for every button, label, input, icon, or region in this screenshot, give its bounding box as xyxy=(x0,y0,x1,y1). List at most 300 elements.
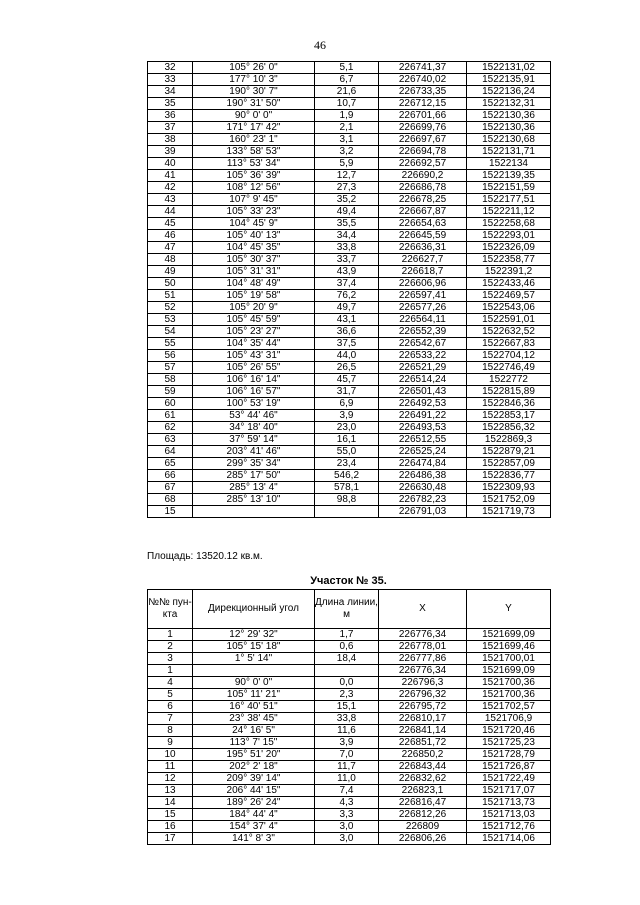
cell-direction-angle: 34° 18' 40" xyxy=(193,422,315,434)
cell-x: 226627,7 xyxy=(379,254,467,266)
table-row xyxy=(148,146,551,158)
cell-direction-angle: 106° 16' 57" xyxy=(193,386,315,398)
area-text: Площадь: 13520.12 кв.м. xyxy=(147,551,263,562)
cell-point-number: 43 xyxy=(148,194,193,206)
cell-point-number: 65 xyxy=(148,458,193,470)
cell-x: 226699,76 xyxy=(379,122,467,134)
table-row xyxy=(148,230,551,242)
cell-y: 1522139,35 xyxy=(467,170,551,182)
cell-x: 226533,22 xyxy=(379,350,467,362)
cell-y: 1521726,87 xyxy=(467,761,551,773)
cell-x: 226542,67 xyxy=(379,338,467,350)
cell-line-length: 3,0 xyxy=(315,833,379,845)
cell-line-length: 18,4 xyxy=(315,653,379,665)
cell-direction-angle: 190° 31' 50" xyxy=(193,98,315,110)
cell-x: 226733,35 xyxy=(379,86,467,98)
cell-line-length: 98,8 xyxy=(315,494,379,506)
header-line-length: Длина линии, м xyxy=(315,590,379,629)
cell-point-number: 54 xyxy=(148,326,193,338)
header-x: X xyxy=(379,590,467,629)
cell-line-length: 21,6 xyxy=(315,86,379,98)
table-row xyxy=(148,737,551,749)
table-row xyxy=(148,653,551,665)
cell-x: 226740,02 xyxy=(379,74,467,86)
cell-y: 1522704,12 xyxy=(467,350,551,362)
cell-direction-angle: 105° 26' 0" xyxy=(193,62,315,74)
cell-direction-angle: 105° 23' 27" xyxy=(193,326,315,338)
table-row xyxy=(148,689,551,701)
cell-y: 1522258,68 xyxy=(467,218,551,230)
cell-point-number: 32 xyxy=(148,62,193,74)
table-row xyxy=(148,773,551,785)
cell-line-length xyxy=(315,665,379,677)
cell-line-length: 5,9 xyxy=(315,158,379,170)
cell-direction-angle: 141° 8' 3" xyxy=(193,833,315,845)
header-y: Y xyxy=(467,590,551,629)
cell-x: 226636,31 xyxy=(379,242,467,254)
cell-point-number: 16 xyxy=(148,821,193,833)
cell-direction-angle: 105° 19' 58" xyxy=(193,290,315,302)
table-row xyxy=(148,677,551,689)
cell-point-number: 42 xyxy=(148,182,193,194)
cell-x: 226491,22 xyxy=(379,410,467,422)
cell-y: 1522391,2 xyxy=(467,266,551,278)
cell-x: 226521,29 xyxy=(379,362,467,374)
cell-x: 226795,72 xyxy=(379,701,467,713)
cell-line-length: 37,4 xyxy=(315,278,379,290)
cell-direction-angle: 285° 13' 4" xyxy=(193,482,315,494)
cell-x: 226486,38 xyxy=(379,470,467,482)
cell-y: 1522130,36 xyxy=(467,110,551,122)
cell-x: 226606,96 xyxy=(379,278,467,290)
cell-x: 226741,37 xyxy=(379,62,467,74)
cell-point-number: 53 xyxy=(148,314,193,326)
cell-x: 226525,24 xyxy=(379,446,467,458)
cell-y: 1522857,09 xyxy=(467,458,551,470)
cell-direction-angle: 105° 30' 37" xyxy=(193,254,315,266)
cell-line-length: 33,8 xyxy=(315,242,379,254)
cell-x: 226841,14 xyxy=(379,725,467,737)
cell-x: 226492,53 xyxy=(379,398,467,410)
cell-line-length: 23,0 xyxy=(315,422,379,434)
cell-line-length xyxy=(315,506,379,518)
cell-point-number: 15 xyxy=(148,809,193,821)
cell-x: 226806,26 xyxy=(379,833,467,845)
cell-line-length: 3,0 xyxy=(315,821,379,833)
table-row xyxy=(148,110,551,122)
table-row xyxy=(148,206,551,218)
cell-direction-angle: 285° 17' 50" xyxy=(193,470,315,482)
cell-line-length: 43,1 xyxy=(315,314,379,326)
table-row xyxy=(148,446,551,458)
table-row xyxy=(148,506,551,518)
cell-x: 226816,47 xyxy=(379,797,467,809)
cell-point-number: 3 xyxy=(148,653,193,665)
table-row xyxy=(148,254,551,266)
cell-y: 1522134 xyxy=(467,158,551,170)
cell-y: 1521700,01 xyxy=(467,653,551,665)
cell-y: 1522836,77 xyxy=(467,470,551,482)
table-row xyxy=(148,374,551,386)
table-row xyxy=(148,761,551,773)
cell-y: 1522309,93 xyxy=(467,482,551,494)
cell-point-number: 6 xyxy=(148,701,193,713)
cell-x: 226851,72 xyxy=(379,737,467,749)
cell-x: 226796,3 xyxy=(379,677,467,689)
cell-direction-angle: 105° 31' 31" xyxy=(193,266,315,278)
cell-point-number: 51 xyxy=(148,290,193,302)
table-row xyxy=(148,158,551,170)
cell-x: 226690,2 xyxy=(379,170,467,182)
cell-y: 1522132,31 xyxy=(467,98,551,110)
table-row xyxy=(148,362,551,374)
cell-line-length: 5,1 xyxy=(315,62,379,74)
cell-direction-angle: 106° 16' 14" xyxy=(193,374,315,386)
cell-point-number: 66 xyxy=(148,470,193,482)
cell-x: 226577,26 xyxy=(379,302,467,314)
cell-point-number: 12 xyxy=(148,773,193,785)
cell-point-number: 58 xyxy=(148,374,193,386)
table-row xyxy=(148,398,551,410)
cell-point-number: 50 xyxy=(148,278,193,290)
cell-y: 1521719,73 xyxy=(467,506,551,518)
table-row xyxy=(148,170,551,182)
cell-line-length: 49,4 xyxy=(315,206,379,218)
cell-point-number: 40 xyxy=(148,158,193,170)
table-row xyxy=(148,242,551,254)
cell-y: 1522326,09 xyxy=(467,242,551,254)
table-row xyxy=(148,350,551,362)
table-row xyxy=(148,266,551,278)
cell-x: 226493,53 xyxy=(379,422,467,434)
cell-line-length: 35,5 xyxy=(315,218,379,230)
cell-line-length: 6,9 xyxy=(315,398,379,410)
table-row xyxy=(148,410,551,422)
page-number: 46 xyxy=(314,38,326,52)
cell-line-length: 49,7 xyxy=(315,302,379,314)
cell-x: 226630,48 xyxy=(379,482,467,494)
cell-direction-angle: 16° 40' 51" xyxy=(193,701,315,713)
cell-y: 1522130,68 xyxy=(467,134,551,146)
cell-line-length: 11,6 xyxy=(315,725,379,737)
cell-y: 1522772 xyxy=(467,374,551,386)
header-point-number: №№ пун-кта xyxy=(148,590,193,629)
cell-direction-angle: 100° 53' 19" xyxy=(193,398,315,410)
cell-line-length: 10,7 xyxy=(315,98,379,110)
table-row xyxy=(148,386,551,398)
cell-x: 226791,03 xyxy=(379,506,467,518)
cell-line-length: 43,9 xyxy=(315,266,379,278)
cell-direction-angle: 1° 5' 14" xyxy=(193,653,315,665)
cell-x: 226501,43 xyxy=(379,386,467,398)
cell-point-number: 45 xyxy=(148,218,193,230)
cell-point-number: 59 xyxy=(148,386,193,398)
cell-direction-angle: 209° 39' 14" xyxy=(193,773,315,785)
cell-direction-angle: 195° 51' 20" xyxy=(193,749,315,761)
table-row xyxy=(148,98,551,110)
cell-x: 226776,34 xyxy=(379,665,467,677)
cell-x: 226597,41 xyxy=(379,290,467,302)
table-row xyxy=(148,314,551,326)
cell-direction-angle: 105° 36' 39" xyxy=(193,170,315,182)
cell-y: 1521752,09 xyxy=(467,494,551,506)
cell-y: 1522856,32 xyxy=(467,422,551,434)
cell-y: 1521699,09 xyxy=(467,665,551,677)
cell-x: 226832,62 xyxy=(379,773,467,785)
cell-point-number: 49 xyxy=(148,266,193,278)
cell-line-length: 76,2 xyxy=(315,290,379,302)
cell-point-number: 68 xyxy=(148,494,193,506)
cell-point-number: 9 xyxy=(148,737,193,749)
cell-x: 226686,78 xyxy=(379,182,467,194)
cell-x: 226777,86 xyxy=(379,653,467,665)
cell-line-length: 1,7 xyxy=(315,629,379,641)
cell-y: 1521713,73 xyxy=(467,797,551,809)
cell-line-length: 2,1 xyxy=(315,122,379,134)
cell-direction-angle xyxy=(193,665,315,677)
cell-point-number: 10 xyxy=(148,749,193,761)
cell-point-number: 15 xyxy=(148,506,193,518)
table-row xyxy=(148,134,551,146)
cell-direction-angle: 285° 13' 10" xyxy=(193,494,315,506)
table-row xyxy=(148,833,551,845)
cell-point-number: 4 xyxy=(148,677,193,689)
table-row xyxy=(148,326,551,338)
cell-y: 1521700,36 xyxy=(467,677,551,689)
cell-direction-angle: 105° 15' 18" xyxy=(193,641,315,653)
table-row xyxy=(148,701,551,713)
table-row xyxy=(148,182,551,194)
cell-y: 1522131,71 xyxy=(467,146,551,158)
cell-direction-angle: 53° 44' 46" xyxy=(193,410,315,422)
header-direction-angle: Дирекционный угол xyxy=(193,590,315,629)
cell-line-length: 33,8 xyxy=(315,713,379,725)
cell-y: 1522136,24 xyxy=(467,86,551,98)
cell-direction-angle: 105° 40' 13" xyxy=(193,230,315,242)
cell-direction-angle: 202° 2' 18" xyxy=(193,761,315,773)
cell-point-number: 47 xyxy=(148,242,193,254)
cell-x: 226701,66 xyxy=(379,110,467,122)
cell-y: 1522879,21 xyxy=(467,446,551,458)
cell-line-length: 4,3 xyxy=(315,797,379,809)
cell-point-number: 56 xyxy=(148,350,193,362)
table-row xyxy=(148,629,551,641)
cell-line-length: 546,2 xyxy=(315,470,379,482)
cell-x: 226667,87 xyxy=(379,206,467,218)
cell-y: 1522543,06 xyxy=(467,302,551,314)
section-title: Участок № 35. xyxy=(310,575,387,587)
cell-point-number: 5 xyxy=(148,689,193,701)
cell-direction-angle: 105° 33' 23" xyxy=(193,206,315,218)
cell-direction-angle: 12° 29' 32" xyxy=(193,629,315,641)
cell-point-number: 61 xyxy=(148,410,193,422)
cell-point-number: 41 xyxy=(148,170,193,182)
cell-y: 1521725,23 xyxy=(467,737,551,749)
parcel-35-coordinates-table xyxy=(147,589,551,845)
cell-line-length: 7,0 xyxy=(315,749,379,761)
cell-direction-angle: 105° 20' 9" xyxy=(193,302,315,314)
cell-direction-angle: 190° 30' 7" xyxy=(193,86,315,98)
cell-line-length: 35,2 xyxy=(315,194,379,206)
cell-y: 1522293,01 xyxy=(467,230,551,242)
table-row xyxy=(148,422,551,434)
cell-x: 226796,32 xyxy=(379,689,467,701)
cell-line-length: 44,0 xyxy=(315,350,379,362)
cell-y: 1521700,36 xyxy=(467,689,551,701)
table-row xyxy=(148,62,551,74)
cell-y: 1522131,02 xyxy=(467,62,551,74)
cell-x: 226474,84 xyxy=(379,458,467,470)
cell-x: 226552,39 xyxy=(379,326,467,338)
table-row xyxy=(148,641,551,653)
cell-line-length: 11,0 xyxy=(315,773,379,785)
cell-point-number: 55 xyxy=(148,338,193,350)
cell-y: 1521713,03 xyxy=(467,809,551,821)
cell-line-length: 31,7 xyxy=(315,386,379,398)
table-row xyxy=(148,470,551,482)
cell-direction-angle: 23° 38' 45" xyxy=(193,713,315,725)
cell-point-number: 52 xyxy=(148,302,193,314)
table-row xyxy=(148,725,551,737)
cell-y: 1522667,83 xyxy=(467,338,551,350)
cell-y: 1522746,49 xyxy=(467,362,551,374)
table-row xyxy=(148,122,551,134)
cell-x: 226812,26 xyxy=(379,809,467,821)
cell-y: 1521720,46 xyxy=(467,725,551,737)
cell-y: 1522177,51 xyxy=(467,194,551,206)
table-row xyxy=(148,278,551,290)
cell-y: 1522151,59 xyxy=(467,182,551,194)
cell-point-number: 33 xyxy=(148,74,193,86)
cell-direction-angle: 203° 41' 46" xyxy=(193,446,315,458)
cell-direction-angle: 104° 45' 35" xyxy=(193,242,315,254)
cell-direction-angle: 133° 58' 53" xyxy=(193,146,315,158)
cell-direction-angle: 90° 0' 0" xyxy=(193,110,315,122)
cell-direction-angle: 113° 7' 15" xyxy=(193,737,315,749)
cell-x: 226809 xyxy=(379,821,467,833)
cell-x: 226843,44 xyxy=(379,761,467,773)
cell-line-length: 12,7 xyxy=(315,170,379,182)
table-row xyxy=(148,665,551,677)
cell-y: 1521714,06 xyxy=(467,833,551,845)
cell-x: 226564,11 xyxy=(379,314,467,326)
cell-line-length: 7,4 xyxy=(315,785,379,797)
cell-line-length: 33,7 xyxy=(315,254,379,266)
cell-point-number: 48 xyxy=(148,254,193,266)
cell-y: 1522358,77 xyxy=(467,254,551,266)
table-row xyxy=(148,302,551,314)
table-row xyxy=(148,338,551,350)
cell-y: 1522433,46 xyxy=(467,278,551,290)
cell-line-length: 27,3 xyxy=(315,182,379,194)
cell-line-length: 3,9 xyxy=(315,737,379,749)
cell-line-length: 3,2 xyxy=(315,146,379,158)
cell-point-number: 62 xyxy=(148,422,193,434)
cell-line-length: 11,7 xyxy=(315,761,379,773)
table-row xyxy=(148,482,551,494)
cell-direction-angle: 105° 26' 55" xyxy=(193,362,315,374)
cell-x: 226810,17 xyxy=(379,713,467,725)
cell-direction-angle: 154° 37' 4" xyxy=(193,821,315,833)
cell-y: 1521706,9 xyxy=(467,713,551,725)
cell-x: 226778,01 xyxy=(379,641,467,653)
cell-x: 226782,23 xyxy=(379,494,467,506)
cell-line-length: 0,0 xyxy=(315,677,379,689)
cell-y: 1521728,79 xyxy=(467,749,551,761)
cell-y: 1522469,57 xyxy=(467,290,551,302)
cell-direction-angle: 104° 35' 44" xyxy=(193,338,315,350)
cell-y: 1522846,36 xyxy=(467,398,551,410)
cell-y: 1522815,89 xyxy=(467,386,551,398)
cell-direction-angle: 108° 12' 56" xyxy=(193,182,315,194)
cell-direction-angle: 24° 16' 5" xyxy=(193,725,315,737)
cell-point-number: 60 xyxy=(148,398,193,410)
cell-point-number: 1 xyxy=(148,629,193,641)
cell-point-number: 67 xyxy=(148,482,193,494)
cell-direction-angle: 107° 9' 45" xyxy=(193,194,315,206)
cell-direction-angle: 104° 48' 49" xyxy=(193,278,315,290)
cell-line-length: 45,7 xyxy=(315,374,379,386)
cell-x: 226697,67 xyxy=(379,134,467,146)
cell-y: 1522632,52 xyxy=(467,326,551,338)
cell-point-number: 13 xyxy=(148,785,193,797)
cell-direction-angle: 184° 44' 4" xyxy=(193,809,315,821)
table-row xyxy=(148,194,551,206)
table-row xyxy=(148,797,551,809)
cell-line-length: 15,1 xyxy=(315,701,379,713)
cell-point-number: 1 xyxy=(148,665,193,677)
cell-x: 226776,34 xyxy=(379,629,467,641)
table-row xyxy=(148,713,551,725)
cell-line-length: 578,1 xyxy=(315,482,379,494)
table-row xyxy=(148,86,551,98)
table-row xyxy=(148,434,551,446)
cell-direction-angle: 105° 43' 31" xyxy=(193,350,315,362)
coordinates-table-continued xyxy=(147,61,551,518)
table-row xyxy=(148,290,551,302)
table-header-row xyxy=(148,590,551,629)
cell-line-length: 23,4 xyxy=(315,458,379,470)
cell-line-length: 34,4 xyxy=(315,230,379,242)
cell-direction-angle: 299° 35' 34" xyxy=(193,458,315,470)
table-row xyxy=(148,494,551,506)
cell-x: 226654,63 xyxy=(379,218,467,230)
cell-x: 226618,7 xyxy=(379,266,467,278)
cell-point-number: 35 xyxy=(148,98,193,110)
cell-point-number: 64 xyxy=(148,446,193,458)
cell-line-length: 2,3 xyxy=(315,689,379,701)
cell-point-number: 2 xyxy=(148,641,193,653)
cell-direction-angle xyxy=(193,506,315,518)
cell-point-number: 8 xyxy=(148,725,193,737)
table-row xyxy=(148,809,551,821)
cell-point-number: 34 xyxy=(148,86,193,98)
cell-direction-angle: 206° 44' 15" xyxy=(193,785,315,797)
cell-y: 1521717,07 xyxy=(467,785,551,797)
cell-point-number: 44 xyxy=(148,206,193,218)
cell-x: 226694,78 xyxy=(379,146,467,158)
cell-point-number: 37 xyxy=(148,122,193,134)
cell-point-number: 39 xyxy=(148,146,193,158)
cell-y: 1522591,01 xyxy=(467,314,551,326)
cell-y: 1521699,09 xyxy=(467,629,551,641)
table-row xyxy=(148,821,551,833)
cell-direction-angle: 104° 45' 9" xyxy=(193,218,315,230)
cell-line-length: 1,9 xyxy=(315,110,379,122)
cell-line-length: 3,1 xyxy=(315,134,379,146)
cell-line-length: 36,6 xyxy=(315,326,379,338)
cell-point-number: 36 xyxy=(148,110,193,122)
